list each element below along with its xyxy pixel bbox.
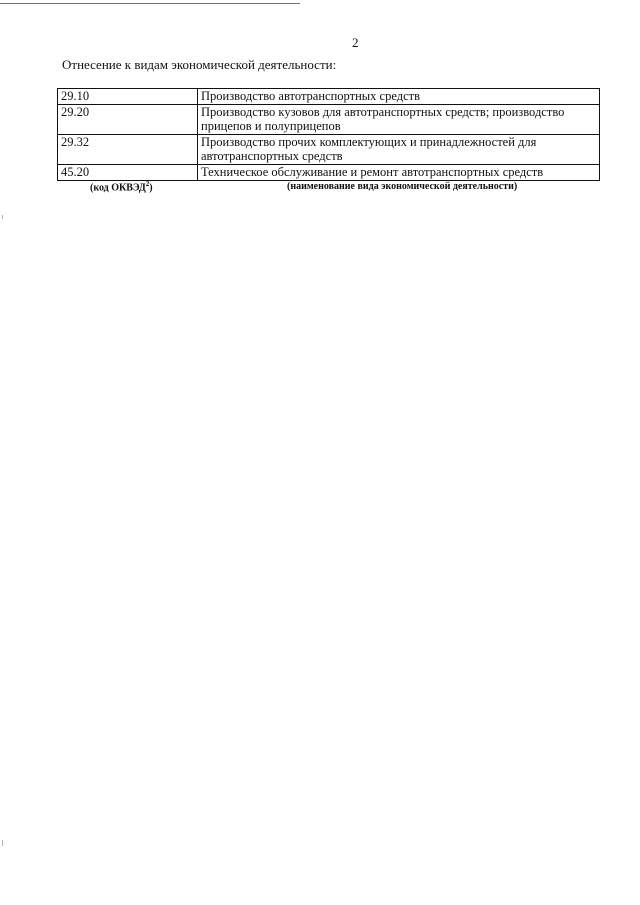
left-scan-mark [2, 215, 3, 219]
left-scan-mark [2, 840, 3, 846]
okved-code: 29.10 [58, 89, 198, 105]
footnote-marker: 2 [145, 180, 150, 188]
okved-code: 29.20 [58, 105, 198, 135]
table-row [58, 135, 600, 165]
top-scan-rule [0, 3, 300, 4]
caption-name: (наименование вида экономической деятельности) [287, 181, 518, 192]
page-number: 2 [352, 35, 359, 50]
okved-code: 29.32 [58, 135, 198, 165]
activity-name: Производство прочих комплектующих и принадлежностей для автотранспортных средств [198, 135, 600, 165]
okved-table [57, 88, 600, 181]
section-heading: Отнесение к видам экономической деятельности: [62, 57, 337, 72]
caption-code-text: (код ОКВЭД [90, 182, 146, 194]
table-row [58, 89, 600, 105]
activity-name: Техническое обслуживание и ремонт автотранспортных средств [198, 165, 600, 181]
caption-code [90, 180, 153, 193]
caption-code-close: ) [149, 182, 153, 194]
activity-name: Производство автотранспортных средств [198, 89, 600, 105]
activity-name: Производство кузовов для автотранспортных средств; производство прицепов и полуприцепов [198, 105, 600, 135]
table-captions [57, 180, 600, 196]
table-row [58, 105, 600, 135]
table-row [58, 165, 600, 181]
okved-code: 45.20 [58, 165, 198, 181]
